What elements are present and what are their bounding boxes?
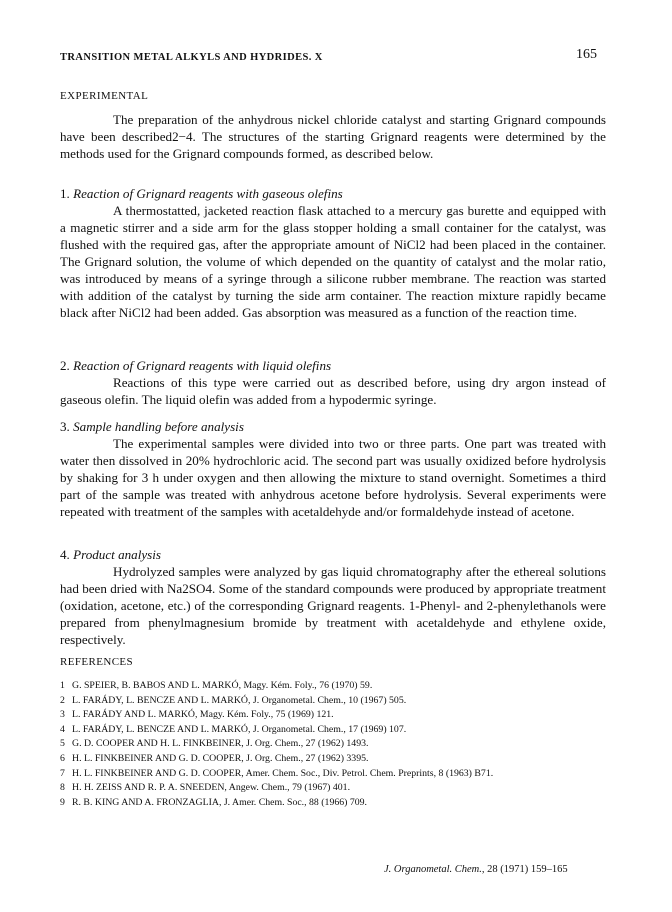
section-3-title: Sample handling before analysis (73, 419, 244, 434)
section-4-heading (60, 546, 161, 563)
reference-item: 8 H. H. ZEISS AND R. P. A. SNEEDEN, Angew. Chem., 79 (1967) 401. (60, 782, 351, 794)
journal-citation (384, 864, 568, 875)
reference-item: 2 L. FARÁDY, L. BENCZE AND L. MARKÓ, J. Organometal. Chem., 10 (1967) 505. (60, 694, 407, 706)
section-4-number: 4. (60, 547, 70, 562)
reference-item: 6 H. L. FINKBEINER AND G. D. COOPER, J. Org. Chem., 27 (1962) 3395. (60, 752, 369, 764)
section-2-body: Reactions of this type were carried out as described before, using dry argon instead of gaseous olefin. The liquid olefin was added from a hypodermic syringe. (60, 375, 606, 407)
reference-item: 7 H. L. FINKBEINER AND G. D. COOPER, Amer. Chem. Soc., Div. Petrol. Chem. Preprints, 8 (1963) B71. (60, 767, 494, 779)
section-3-body: The experimental samples were divided into two or three parts. One part was treated with water then dissolved in 20% hydrochloric acid. The second part was usually oxidized before hydrolysis by shaking for 3 h under oxygen and then allowing the mixture to stand overnight. Sometimes a third part of the sample was treated with anhydrous acetone before hydrolysis. Several experiments were repeated with treatment of the samples with acetaldehyde and/or formaldehyde instead of acetone. (60, 436, 606, 519)
running-title: TRANSITION METAL ALKYLS AND HYDRIDES. X (60, 52, 323, 63)
section-2-heading (60, 357, 331, 374)
section-4-title: Product analysis (73, 547, 161, 562)
section-3-heading (60, 418, 244, 435)
section-2-number: 2. (60, 358, 70, 373)
section-4-body: Hydrolyzed samples were analyzed by gas liquid chromatography after the ethereal solutions had been dried with Na2SO4. Some of the standard compounds were produced by appropriate treatment (oxidation, acetone, etc.) of the corresponding Grignard reagents. 1-Phenyl- and 2-phenylethanols were prepared from phenylmagnesium bromide by treatment with acetaldehyde and ethylene oxide, respectively. (60, 564, 606, 647)
reference-item: 5 G. D. COOPER AND H. L. FINKBEINER, J. Org. Chem., 27 (1962) 1493. (60, 738, 369, 750)
references-heading: REFERENCES (60, 656, 134, 668)
section-2-title: Reaction of Grignard reagents with liquid olefins (73, 358, 332, 373)
section-1-body: A thermostatted, jacketed reaction flask attached to a mercury gas burette and equipped with a magnetic stirrer and a side arm for the glass stopper holding a small container for the catalyst, was flushed with the required gas, after the appropriate amount of NiCl2 had been placed in the container. The Grignard solution, the volume of which depended on the quantity of catalyst and the molar ratio, was introduced by means of a syringe through a silicone rubber membrane. The reaction was started with addition of the catalyst by turning the side arm container. The reaction mixture rapidly became black after NiCl2 had been added. Gas absorption was measured as a function of the reaction time. (60, 203, 606, 320)
section-1-heading (60, 185, 343, 202)
page-number: 165 (576, 47, 597, 62)
reference-item: 4 L. FARÁDY, L. BENCZE AND L. MARKÓ, J. Organometal. Chem., 17 (1969) 107. (60, 723, 407, 735)
section-1-title: Reaction of Grignard reagents with gaseous olefins (73, 186, 343, 201)
reference-list (60, 679, 620, 810)
section-1-number: 1. (60, 186, 70, 201)
journal-volume-pages: 28 (1971) 159–165 (487, 864, 568, 875)
journal-name: J. Organometal. Chem., (384, 864, 485, 875)
reference-item: 3 L. FARÁDY AND L. MARKÓ, Magy. Kém. Foly., 75 (1969) 121. (60, 709, 334, 721)
reference-item: 1 G. SPEIER, B. BABOS AND L. MARKÓ, Magy. Kém. Foly., 76 (1970) 59. (60, 680, 373, 691)
reference-item: 9 R. B. KING AND A. FRONZAGLIA, J. Amer. Chem. Soc., 88 (1966) 709. (60, 796, 367, 808)
intro-paragraph: The preparation of the anhydrous nickel chloride catalyst and starting Grignard compounds have been described2−4. The structures of the starting Grignard reagents were determined by the methods used for the Grignard compounds formed, as described below. (60, 112, 606, 161)
section-3-number: 3. (60, 419, 70, 434)
experimental-heading: EXPERIMENTAL (60, 90, 149, 102)
